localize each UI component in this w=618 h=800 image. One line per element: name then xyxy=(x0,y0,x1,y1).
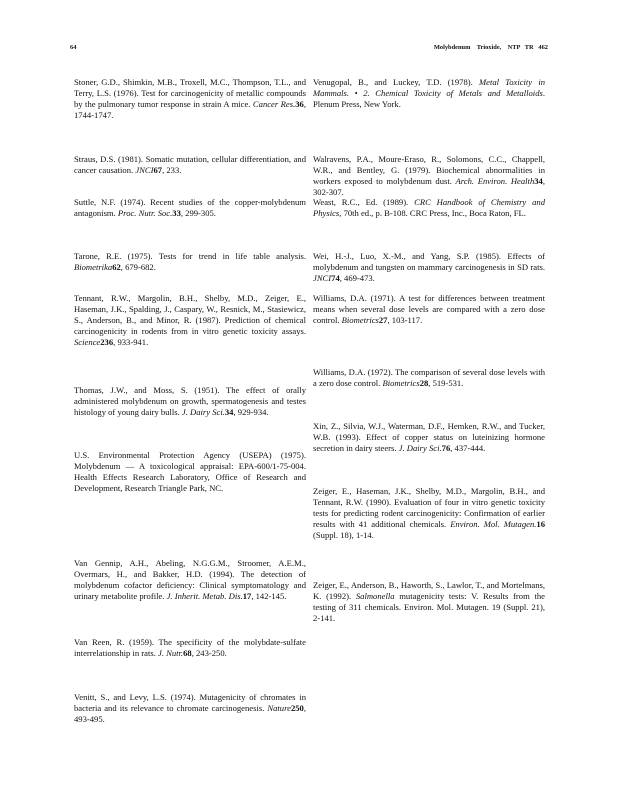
journal-title: J. Nutr. xyxy=(158,648,184,659)
reference-text: Van Reen, R. (1959). The specificity of the molybdate-sulfate interrelationship in rats. xyxy=(74,637,306,659)
volume-number: 236 xyxy=(100,337,114,348)
reference-entry xyxy=(74,251,306,273)
reference-pages: mutagenicity tests: V. Results from the testing of 311 chemicals. Environ. Mol. Mutagen. 19 (Suppl. 21), 2-141. xyxy=(313,591,545,624)
volume-number: 68 xyxy=(183,648,192,659)
reference-text: Venugopal, B., and Luckey, T.D. (1978). xyxy=(313,77,479,87)
reference-pages: , 1744-1747. xyxy=(74,99,306,121)
reference-pages: , 469-473. xyxy=(339,273,375,284)
journal-title: Proc. Nutr. Soc. xyxy=(117,208,173,219)
reference-text: Suttle, N.F. (1974). Recent studies of the copper-molybdenum antagonism. xyxy=(74,197,306,219)
reference-text: Thomas, J.W., and Moss, S. (1951). The effect of orally administered molybdenum on growth, spermatogenesis and testes histology of young dairy bulls. xyxy=(74,385,306,418)
page-number: 64 xyxy=(70,44,77,51)
reference-pages: , 679-682. xyxy=(120,262,156,273)
reference-text: Wei, H.-J., Luo, X.-M., and Yang, S.P. (1985). Effects of molybdenum and tungsten on mammary carcinogenesis in SD rats. xyxy=(313,251,545,273)
journal-title: Biometrics xyxy=(341,315,379,326)
journal-title: Arch. Environ. Health xyxy=(455,176,535,187)
reference-text: Williams, D.A. (1972). The comparison of several dose levels with a zero dose control. xyxy=(313,367,545,389)
volume-number: 28 xyxy=(419,378,429,389)
journal-title: Cancer Res. xyxy=(252,99,296,110)
volume-number: 33 xyxy=(172,208,181,219)
reference-text: Xin, Z., Silvia, W.J., Waterman, D.F., Hemken, R.W., and Tucker, W.B. (1993). Effect of copper status on luteinizing hormone secretion in dairy steers. xyxy=(313,421,545,454)
volume-number: 36 xyxy=(295,99,304,110)
journal-title: Biometrika xyxy=(74,262,113,273)
journal-title: Biometrics xyxy=(382,378,420,389)
reference-entry xyxy=(74,197,306,219)
reference-entry xyxy=(313,580,545,624)
reference-pages: , 929-934. xyxy=(233,407,269,418)
reference-entry xyxy=(74,450,306,494)
volume-number: 62 xyxy=(112,262,121,273)
journal-title: Environ. Mol. Mutagen. xyxy=(450,519,537,530)
volume-number: 16 xyxy=(536,519,545,530)
journal-title: JNCI xyxy=(135,165,154,176)
reference-entry xyxy=(74,77,306,121)
reference-pages: , 302-307. xyxy=(313,176,545,198)
reference-text: Tennant, R.W., Margolin, B.H., Shelby, M.D., Zeiger, E., Haseman, J.K., Spalding, J., Caspary, W., Resnick, M., Stasiewicz, S., Anderson, B., and Minor, R. (1987). Prediction of chemical carcinogenicity in rodents from in vitro genetic toxicity assays. xyxy=(74,293,306,337)
reference-entry xyxy=(313,77,545,110)
reference-text: Weast, R.C., Ed. (1989). xyxy=(313,197,415,207)
reference-entry xyxy=(74,293,306,348)
reference-entry xyxy=(313,154,545,198)
reference-entry xyxy=(313,421,545,454)
reference-entry xyxy=(313,367,545,389)
reference-text: Zeiger, E., Haseman, J.K., Shelby, M.D., Margolin, B.H., and Tennant, R.W. (1990). Evaluation of four in vitro genetic toxicity tests for predicting rodent carcinogenicity: Confirmation of earlier results with 41 additional chemicals. xyxy=(313,486,545,530)
reference-text: Zeiger, E., Anderson, B., Haworth, S., Lawlor, T., and Mortelmans, K. (1992). xyxy=(313,580,545,602)
reference-pages: , 299-305. xyxy=(180,208,216,219)
reference-entry xyxy=(74,637,306,659)
reference-text: Tarone, R.E. (1975). Tests for trend in life table analysis. xyxy=(74,251,306,261)
reference-text: Venitt, S., and Levy, L.S. (1974). Mutagenicity of chromates in bacteria and its relevance to chromate carcinogenesis. xyxy=(74,692,306,714)
reference-entry xyxy=(313,486,545,541)
reference-entry xyxy=(74,154,306,176)
volume-number: 34 xyxy=(224,407,234,418)
reference-text: Williams, D.A. (1971). A test for differences between treatment means when several dose levels are compared with a zero dose control. xyxy=(313,293,545,326)
reference-pages: (Suppl. 18), 1-14. xyxy=(313,530,374,541)
reference-pages: , 519-531. xyxy=(428,378,464,389)
journal-title: Metal Toxicity in Mammals. • 2. Chemical Toxicity of Metals and Metalloids xyxy=(313,77,546,99)
reference-entry xyxy=(74,692,306,725)
journal-title: JNCI xyxy=(313,273,332,284)
reference-pages: . Plenum Press, New York. xyxy=(313,88,545,110)
journal-title: J. Dairy Sci. xyxy=(181,407,225,418)
volume-number: 17 xyxy=(242,591,252,602)
journal-title: Salmonella xyxy=(355,591,395,602)
reference-text: Walravens, P.A., Moure-Eraso, R., Solomons, C.C., Chappell, W.R., and Bentley, G. (1979). Biochemical abnormalities in workers exposed to molybdenum dust. xyxy=(313,154,545,187)
volume-number: 250 xyxy=(290,703,304,714)
journal-title: J. Inherit. Metab. Dis. xyxy=(166,591,243,602)
reference-entry xyxy=(313,197,545,219)
journal-title: J. Dairy Sci. xyxy=(398,443,442,454)
page-header xyxy=(70,44,548,56)
reference-pages: , 493-495. xyxy=(74,703,306,725)
running-title: Molybdenum Trioxide, NTP TR 462 xyxy=(433,44,548,51)
volume-number: 76 xyxy=(441,443,451,454)
volume-number: 34 xyxy=(534,176,543,187)
reference-entry xyxy=(74,385,306,418)
volume-number: 67 xyxy=(153,165,163,176)
reference-pages: , 933-941. xyxy=(113,337,149,348)
reference-pages: , 243-250. xyxy=(191,648,227,659)
volume-number: 74 xyxy=(331,273,340,284)
reference-text: U.S. Environmental Protection Agency (USEPA) (1975). Molybdenum — A toxicological appraisal: EPA-600/1-75-004. Health Effects Research Laboratory, Office of Research and Development, Research Triangle Park, NC. xyxy=(74,450,306,494)
journal-title: CRC Handbook of Chemistry and Physics xyxy=(313,197,545,219)
reference-pages: , 103-117. xyxy=(387,315,423,326)
reference-pages: , 233. xyxy=(162,165,182,176)
reference-entry xyxy=(313,293,545,326)
reference-text: Stoner, G.D., Shimkin, M.B., Troxell, M.C., Thompson, T.L., and Terry, L.S. (1976). Test for carcinogenicity of metallic compounds by the pulmonary tumor response in strain A mice. xyxy=(74,77,306,110)
reference-pages: , 142-145. xyxy=(251,591,287,602)
volume-number: 27 xyxy=(378,315,388,326)
reference-pages: , 70th ed., p. B-108. CRC Press, Inc., Boca Raton, FL. xyxy=(339,208,526,219)
reference-text: Van Gennip, A.H., Abeling, N.G.G.M., Stroomer, A.E.M., Overmars, H., and Bakker, H.D. (1994). The detection of molybdenum cofactor deficiency: Clinical symptomatology and urinary metabolite profile. xyxy=(74,558,306,602)
reference-pages: , 437-444. xyxy=(450,443,486,454)
journal-title: Science xyxy=(74,337,101,348)
reference-entry xyxy=(74,558,306,602)
reference-text: Straus, D.S. (1981). Somatic mutation, cellular differentiation, and cancer causation. xyxy=(74,154,306,176)
reference-entry xyxy=(313,251,545,284)
journal-title: Nature xyxy=(267,703,291,714)
